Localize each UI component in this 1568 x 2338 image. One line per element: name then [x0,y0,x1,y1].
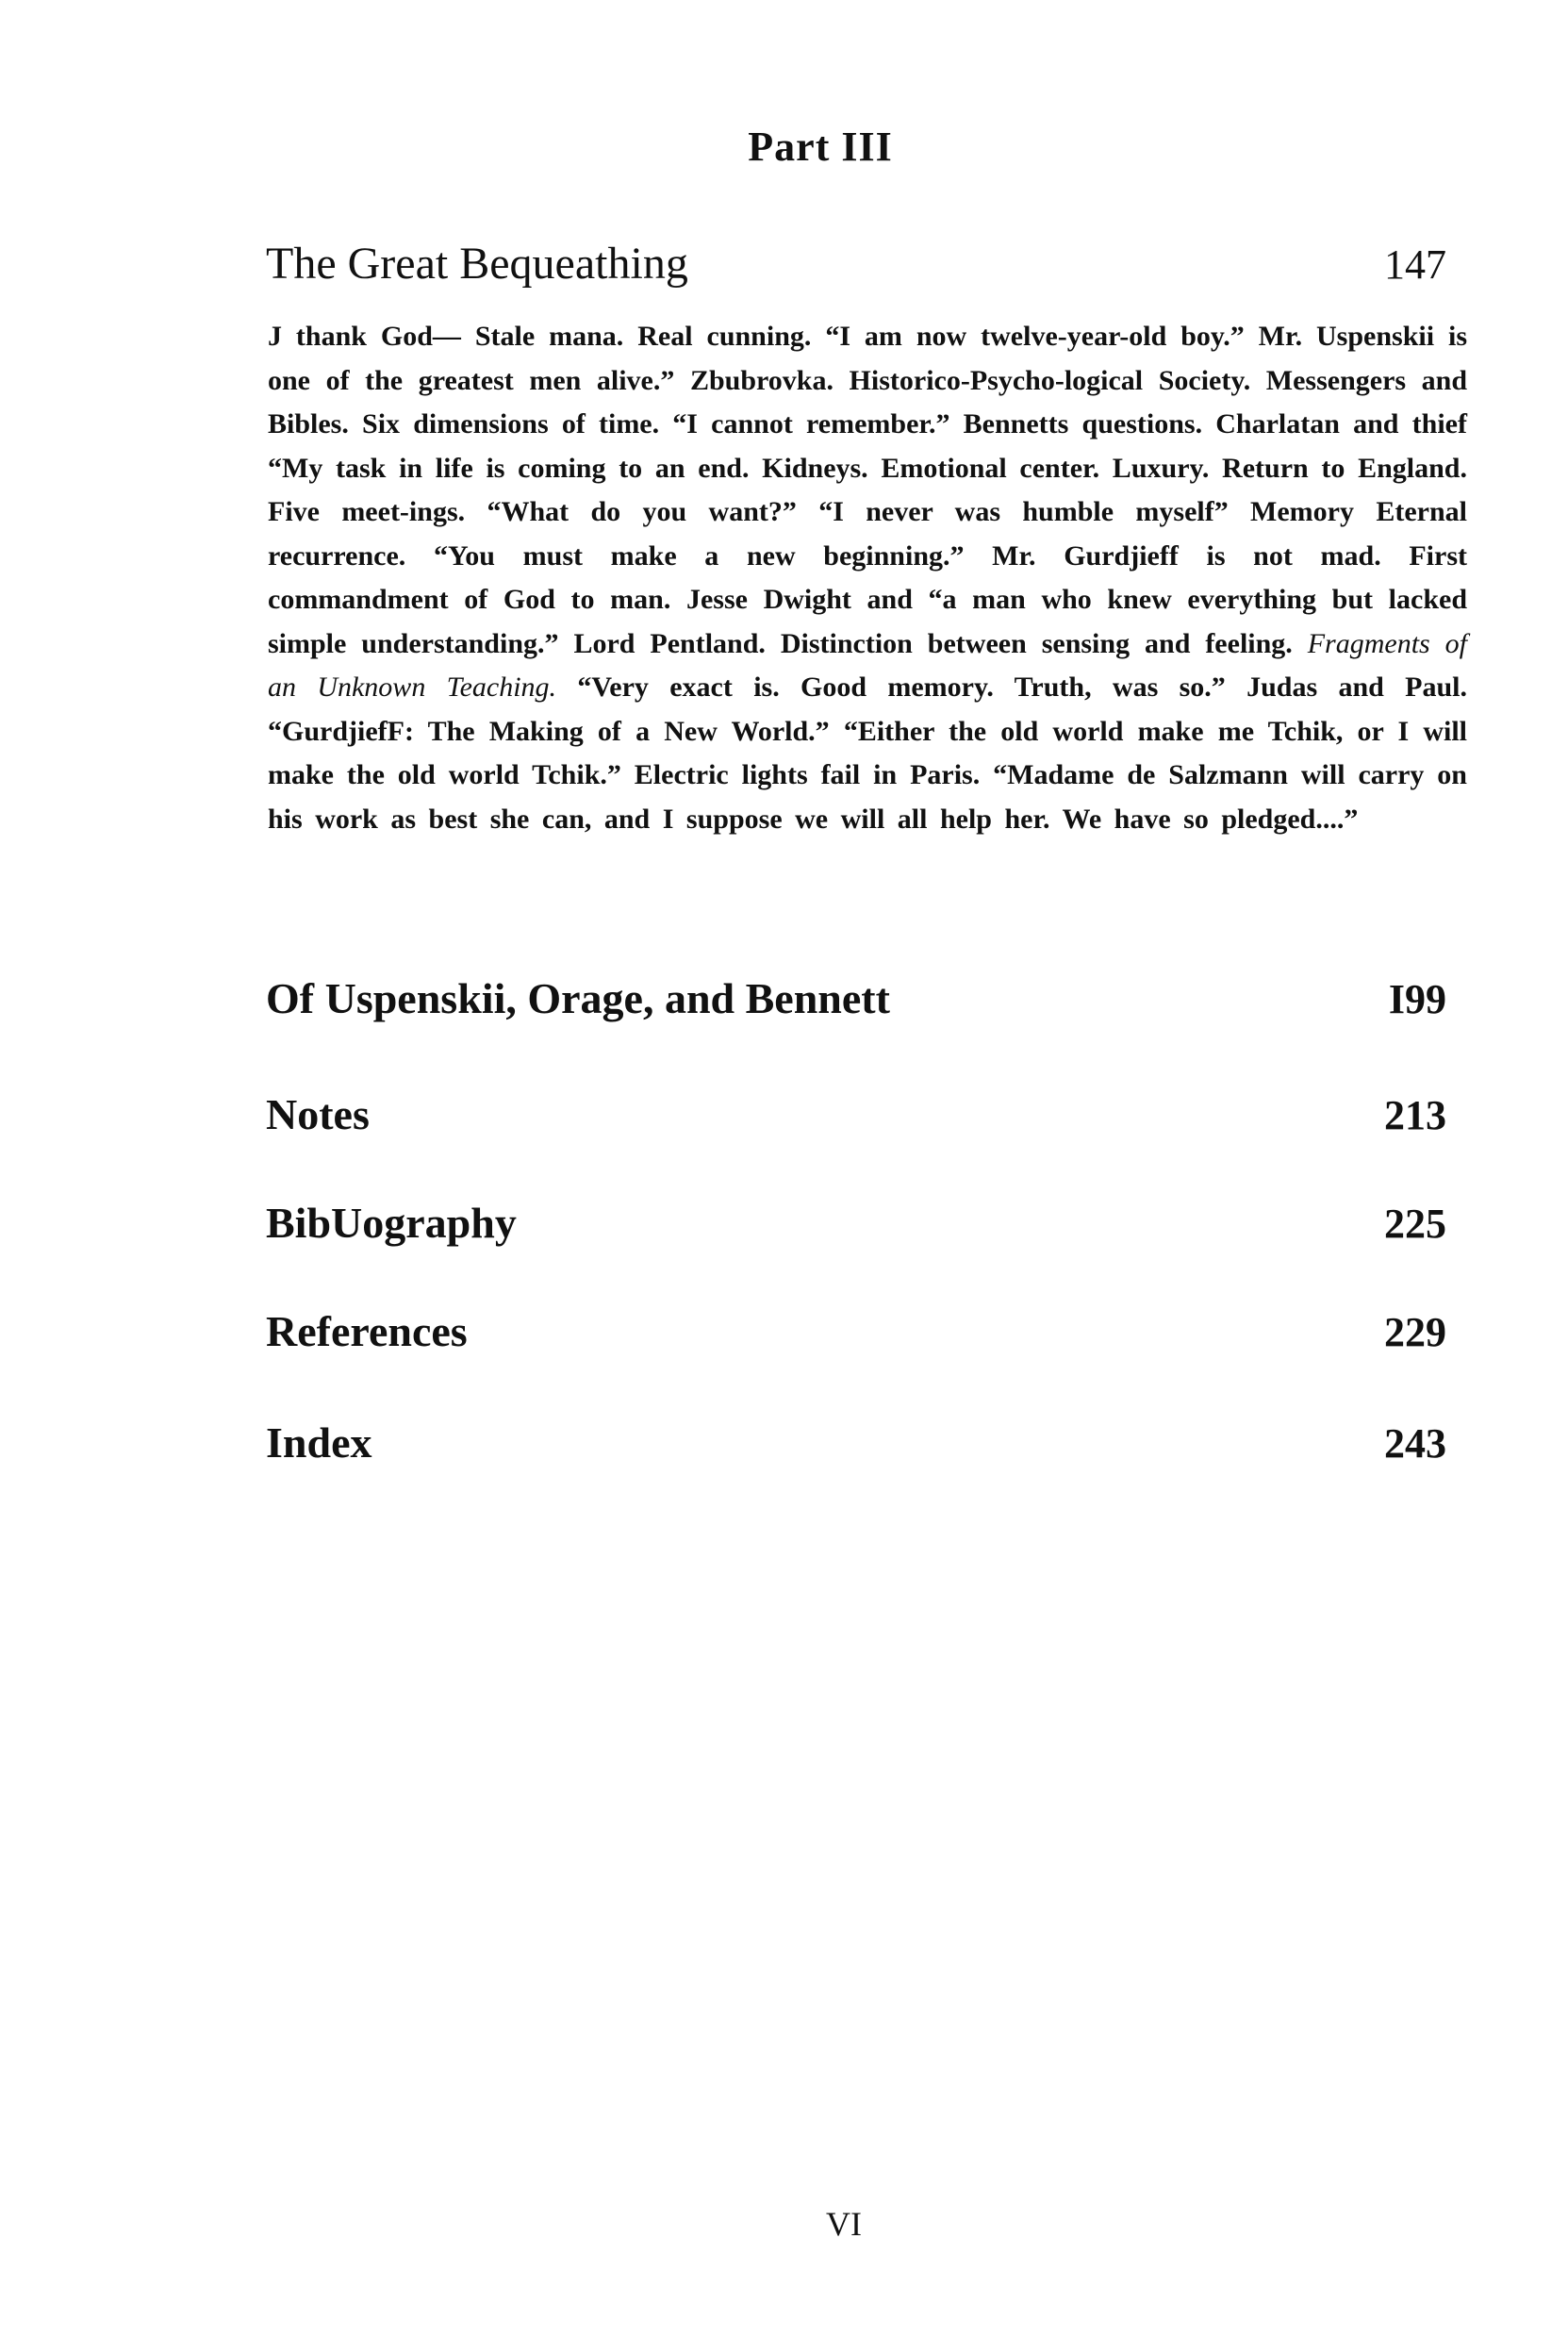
toc-entry-title: References [266,1307,468,1355]
toc-entry-notes [266,1089,1446,1139]
summary-text-before: J thank God— Stale mana. Real cunning. “I am now twelve-year-old boy.” Mr. Uspenskii is one of the greatest men alive.” Zbubrovka. Historico-Psycho-logical Society. Messengers and Bibles. Six dimensions of time. “I cannot remember.” Bennetts questions. Charlatan and thief “My task in life is coming to an end. Kidneys. Emotional center. Luxury. Return to England. Five meet-ings. “What do you want?” “I never was humble myself” Memory Eternal recurrence. “You must make a new beginning.” Mr. Gurdjieff is not mad. First commandment of God to man. Jesse Dwight and “a man who knew everything but lacked simple understanding.” Lord Pentland. Distinction between sensing and feeling. [268,321,1467,659]
toc-entry-great-bequeathing [266,238,1446,290]
page-number: VI [826,2205,862,2243]
toc-entry-page: 225 [1384,1201,1446,1247]
toc-entry-uspenskii-orage-bennett [266,973,1446,1023]
toc-entry-page: 213 [1384,1092,1446,1138]
toc-entry-bibliography [266,1198,1446,1248]
summary-italic-title: Fragments of an Unknown Teaching. [268,627,1467,703]
toc-entry-page: I99 [1388,976,1446,1022]
toc-entry-page: 147 [1384,241,1446,288]
toc-entry-title: Index [266,1418,372,1467]
toc-entry-page: 229 [1384,1309,1446,1355]
summary-text-after: “Very exact is. Good memory. Truth, was so.” Judas and Paul. “GurdjiefF: The Making of a New World.” “Either the old world make me Tchik, or I will make the old world Tchik.” Electric lights fail in Paris. “Madame de Salzmann will carry on his work as best she can, and I suppose we will all help her. We have so pledged....” [268,672,1467,835]
toc-entry-index [266,1418,1446,1467]
toc-entry-page: 243 [1384,1420,1446,1467]
toc-entry-title: Of Uspenskii, Orage, and Bennett [266,974,890,1022]
toc-entry-title: Notes [266,1090,370,1138]
chapter-summary [268,315,1467,841]
toc-entry-title: The Great Bequeathing [266,239,688,289]
toc-entry-references [266,1306,1446,1356]
part-heading: Part III [748,124,893,170]
toc-entry-title: BibUography [266,1199,517,1247]
